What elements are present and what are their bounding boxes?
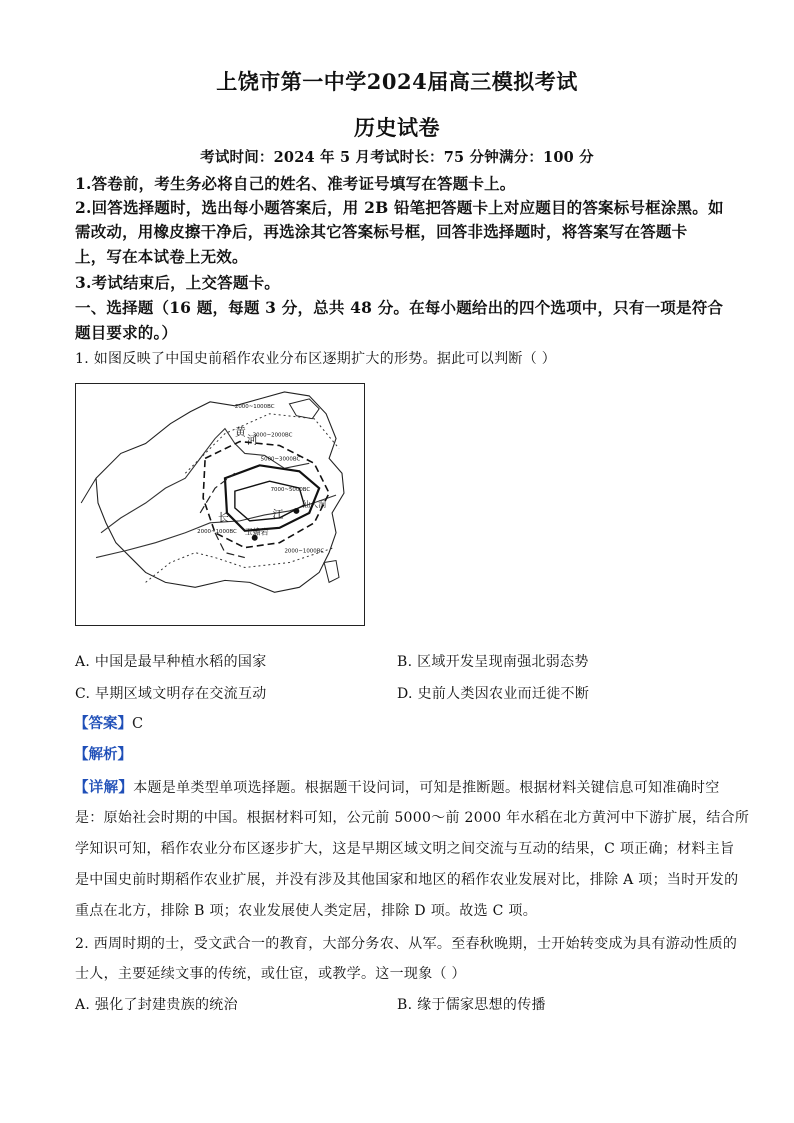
detail-text: 本题是单类型单项选择题。根据题干设问词，可知是推断题。根据材料关键信息可知准确时空 (133, 780, 720, 796)
question-1-option-b: B. 区域开发呈现南强北弱态势 (397, 654, 589, 670)
answer-marker: 【答案】 (74, 715, 132, 732)
map-period-label: 2000~1000BC (234, 403, 275, 410)
question-1-option-c: C. 早期区域文明存在交流互动 (75, 686, 267, 702)
map-period-label: 2000~1000BC (197, 528, 237, 535)
question-1-stem: 1. 如图反映了中国史前稻作农业分布区逐期扩大的形势。据此可以判断（ ） (75, 351, 557, 367)
map-site-label: 玉蟾岩 (244, 527, 269, 537)
map-site-label: 仙人洞 (302, 499, 327, 509)
map-river-label: 河 (246, 433, 258, 447)
instruction-1: 1.答卷前，考生务必将自己的姓名、准考证号填写在答题卡上。 (75, 174, 516, 193)
question-2-stem-cont: 士人，主要延续文事的传统，或仕宦，或教学。这一现象（ ） (75, 966, 466, 982)
map-period-label: 2000~1000BC (284, 548, 325, 555)
exam-info: 考试时间：2024 年 5 月考试时长：75 分钟满分：100 分 (200, 149, 594, 166)
answer-value: C (132, 716, 144, 732)
detail-line-2: 是：原始社会时期的中国。根据材料可知，公元前 5000～前 2000 年水稻在北方黄河中下游扩展，结合所 (75, 810, 750, 826)
detail-line-5: 重点在北方，排除 B 项；农业发展使人类定居，排除 D 项。故选 C 项。 (75, 903, 538, 919)
detail-line-4: 是中国史前时期稻作农业扩展，并没有涉及其他国家和地区的稻作农业发展对比，排除 A 项；当时开发的 (75, 872, 739, 888)
instruction-2: 2.回答选择题时，选出每小题答案后，用 2B 铅笔把答题卡上对应题目的答案标号框涂黑。如 (75, 198, 724, 217)
detail-line-1 (74, 776, 720, 797)
map-period-label: 5000~3000BC (260, 456, 301, 463)
rice-distribution-map (75, 383, 365, 626)
analysis-heading (74, 743, 132, 764)
section-heading-cont: 题目要求的。） (75, 323, 178, 342)
question-2-option-a: A. 强化了封建贵族的统治 (75, 997, 238, 1013)
map-period-label: 3000~2000BC (252, 432, 293, 439)
map-river-label: 长 (218, 510, 229, 524)
map-river-label: 黄 (234, 425, 246, 439)
exam-subject: 历史试卷 (354, 115, 440, 140)
question-1-option-a: A. 中国是最早种植水稻的国家 (75, 654, 267, 670)
question-2-option-b: B. 缘于儒家思想的传播 (397, 997, 546, 1013)
exam-title: 上饶市第一中学2024届高三模拟考试 (216, 69, 578, 94)
map-river-label: 江 (272, 507, 284, 521)
map-period-label: 7000~5000BC (270, 487, 311, 494)
answer-line (74, 712, 143, 733)
detail-line-3: 学知识可知，稻作农业分布区逐步扩大，这是早期区域文明之间交流与互动的结果，C 项正确；材料主旨 (75, 841, 735, 857)
analysis-marker: 【解析】 (74, 746, 132, 763)
instruction-2-cont: 需改动，用橡皮擦干净后，再选涂其它答案标号框，回答非选择题时，将答案写在答题卡 (75, 222, 688, 241)
detail-marker: 【详解】 (74, 779, 134, 796)
instruction-2-cont2: 上，写在本试卷上无效。 (75, 247, 248, 266)
instruction-3: 3.考试结束后，上交答题卡。 (75, 273, 280, 292)
section-heading: 一、选择题（16 题，每题 3 分，总共 48 分。在每小题给出的四个选项中，只有一项是符合 (75, 298, 724, 317)
question-1-option-d: D. 史前人类因农业而迁徙不断 (397, 686, 590, 702)
question-2-stem: 2. 西周时期的士，受文武合一的教育，大部分务农、从军。至春秋晚期，士开始转变成为具有游动性质的 (75, 936, 738, 952)
